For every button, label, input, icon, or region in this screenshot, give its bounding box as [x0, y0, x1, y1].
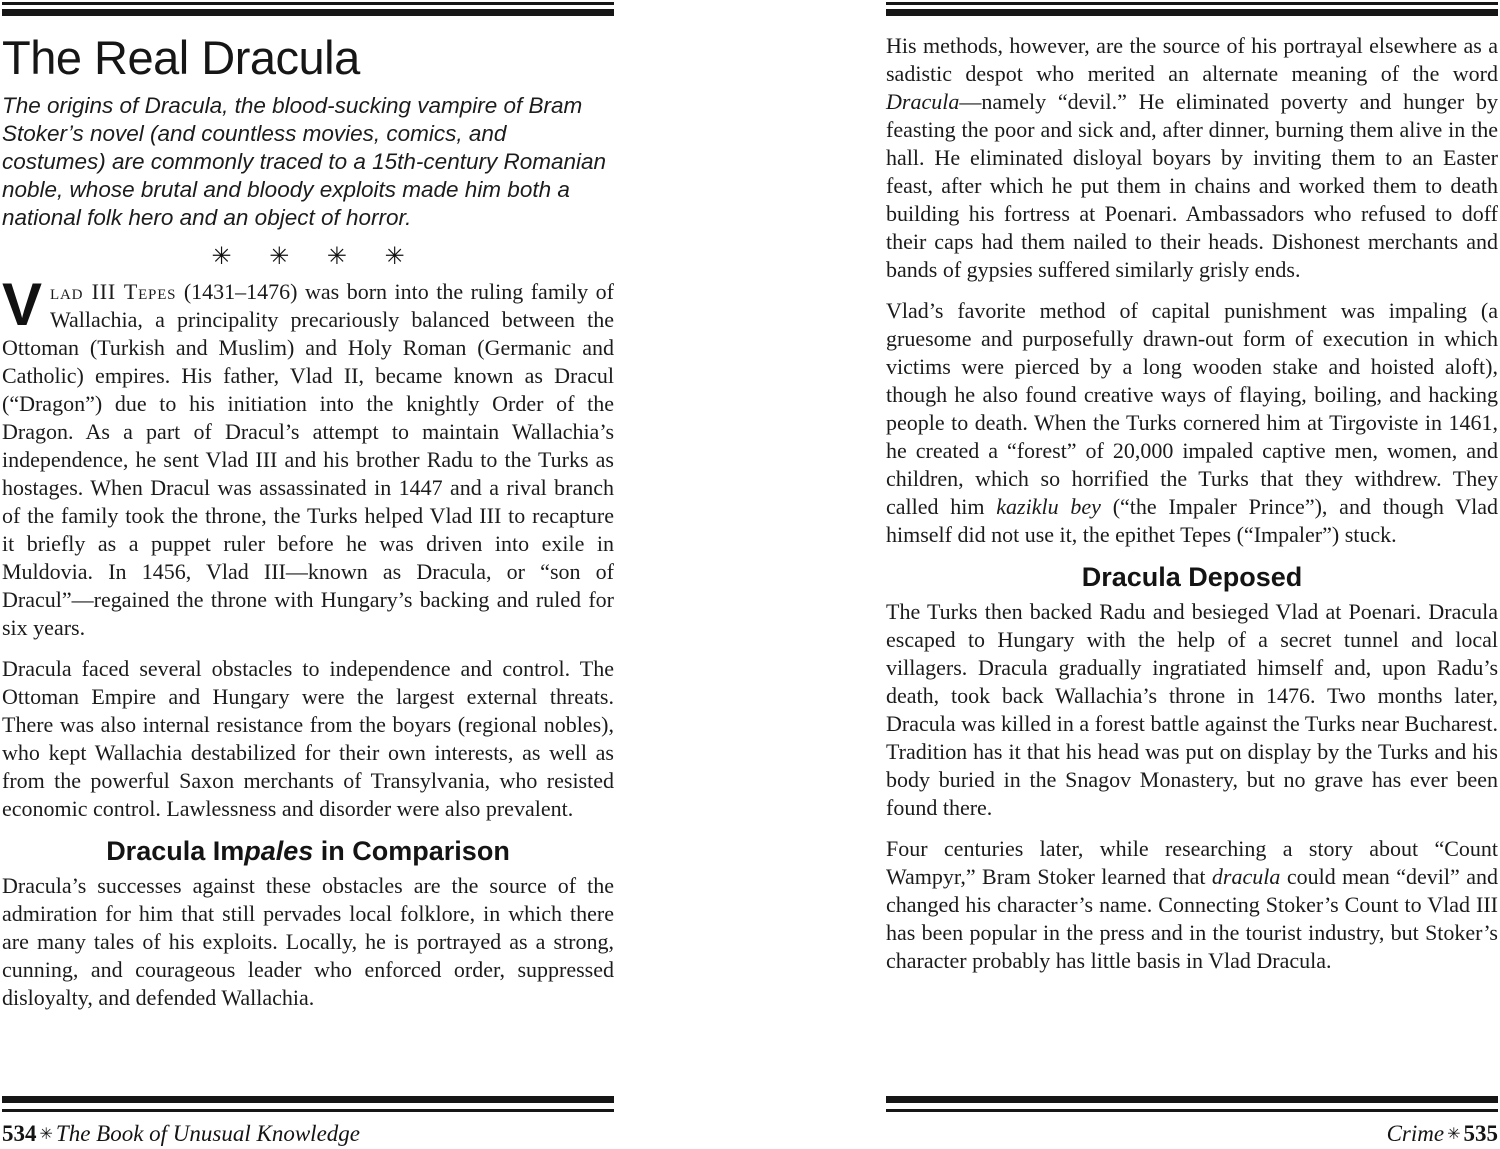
bottom-rule-thin — [886, 1109, 1498, 1112]
page-title: The Real Dracula — [2, 31, 360, 84]
top-rule-thick — [2, 9, 614, 16]
book-title: The Book of Unusual Knowledge — [55, 1121, 360, 1146]
left-footer-band — [2, 1096, 614, 1147]
section-name: Crime — [1386, 1121, 1445, 1146]
ornament-asterisks-row: ✳ ✳ ✳ ✳ — [211, 242, 405, 271]
footer-asterisk-icon: ✳ — [39, 1124, 53, 1143]
paragraph-deposed: The Turks then backed Radu and besieged Vlad at Poenari. Dracula escaped to Hungary with the help of a secret tunnel and local villagers. Dracula gradually ingratiated himself and, upon Radu’s death, took back Wallachia’s throne in 1476. Two months later, Dracula was killed in a forest battle against the Turks near Bucharest. Tradition has it that his head was put on display by the Turks and his body buried in the Snagov Monastery, but no grave has ever been found there. — [886, 599, 1498, 820]
bottom-rule-thick — [2, 1096, 614, 1103]
paragraph-obstacles: Dracula faced several obstacles to independence and control. The Ottoman Empire and Hungary were the largest external threats. There was also internal resistance from the boyars (regional nobles), who kept Wallachia destabilized for their own interests, as well as from the powerful Saxon merchants of Transylvania, who resisted economic control. Lawlessness and disorder were also prevalent. — [2, 656, 614, 822]
right-footer — [886, 1121, 1498, 1147]
paragraph-methods: His methods, however, are the source of his portrayal elsewhere as a sadistic despot who merited an alternate meaning of the word Dracula—namely “devil.” He eliminated poverty and hunger by feasting the poor and sick and, after dinner, burning them alive in the hall. He eliminated disloyal boyars by inviting them to an Easter feast, after which he put them in chains and worked them to death building his fortress at Poenari. Ambassadors who refused to doff their caps had them nailed to their heads. Dishonest merchants and bands of gypsies suffered similarly grisly ends. — [886, 33, 1498, 282]
left-footer — [2, 1121, 614, 1147]
paragraph-impaling: Vlad’s favorite method of capital punishment was impaling (a gruesome and purposefully drawn-out form of execution in which victims were pierced by a long wooden stake and hoisted aloft), though he also found creative ways of flaying, boiling, and hacking people to death. When the Turks cornered him at Tirgoviste in 1461, he created a “forest” of 20,000 impaled captive men, women, and children, which so horrified the Turks that they withdrew. They called him kaziklu bey (“the Impaler Prince”), and though Vlad himself did not use it, the epithet Tepes (“Impaler”) stuck. — [886, 298, 1498, 547]
paragraph-stoker: Four centuries later, while researching a story about “Count Wampyr,” Bram Stoker learned that dracula could mean “devil” and changed his character’s name. Connecting Stoker’s Count to Vlad III has been popular in the press and in the tourist industry, but Stoker’s character probably has little basis in Vlad Dracula. — [886, 836, 1498, 973]
intro-paragraph: The origins of Dracula, the blood-sucking vampire of Bram Stoker’s novel (and countless movies, comics, and costumes) are commonly traced to a 15th-century Romanian noble, whose brutal and bloody exploits made him both a national folk hero and an object of horror. — [2, 93, 607, 231]
paragraph-folklore: Dracula’s successes against these obstacles are the source of the admiration for him that still pervades local folklore, in which there are many tales of his exploits. Locally, he is portrayed as a strong, cunning, and courageous leader who enforced order, suppressed disloyalty, and defended Wallachia. — [2, 873, 614, 1011]
top-rule-thick — [886, 9, 1498, 16]
footer-asterisk-icon: ✳ — [1447, 1124, 1461, 1143]
left-page-column — [2, 0, 614, 1025]
bottom-rule-thin — [2, 1109, 614, 1112]
section-heading-deposed: Dracula Deposed — [1081, 562, 1303, 592]
right-page-column — [886, 0, 1498, 988]
page-number: 534 — [2, 1121, 37, 1146]
page-number: 535 — [1463, 1121, 1498, 1146]
right-footer-band — [886, 1096, 1498, 1147]
section-heading-impales: Dracula Impales in Comparison — [106, 836, 510, 867]
bottom-rule-thick — [886, 1096, 1498, 1103]
paragraph-vlad-birth: Vlad III Tepes (1431–1476) was born into the ruling family of Wallachia, a principality precariously balanced between the Ottoman (Turkish and Muslim) and Holy Roman (Germanic and Catholic) empires. His father, Vlad II, became known as Dracul (“Dragon”) due to his initiation into the knightly Order of the Dragon. As a part of Dracul’s attempt to maintain Wallachia’s independence, he sent Vlad III and his brother Radu to the Turks as hostages. When Dracul was assassinated in 1447 and a rival branch of the family took the throne, the Turks helped Vlad III to recapture it briefly as a puppet ruler before he was driven into exile in Muldovia. In 1456, Vlad III—known as Dracula, or “son of Dracul”—regained the throne with Hungary’s backing and ruled for six years. — [2, 271, 614, 641]
